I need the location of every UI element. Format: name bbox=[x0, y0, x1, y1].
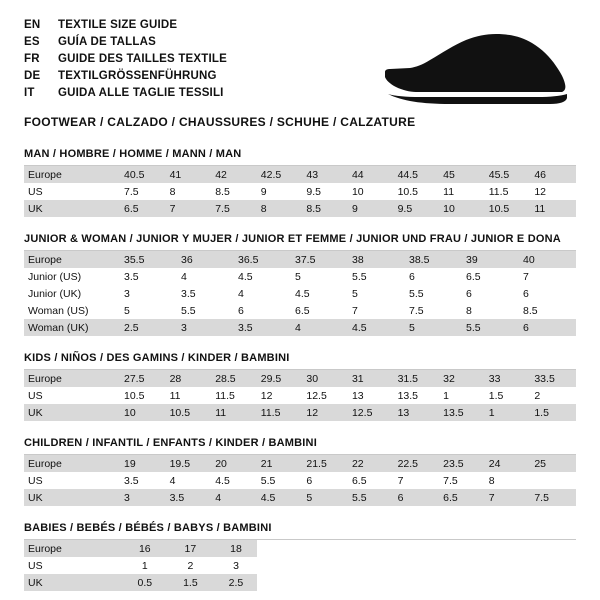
cell: 31 bbox=[348, 370, 394, 387]
cell: 6 bbox=[394, 489, 440, 506]
cell-empty bbox=[348, 574, 394, 591]
cell: 4 bbox=[291, 319, 348, 336]
table-row bbox=[24, 302, 576, 319]
row-label: US bbox=[24, 472, 120, 489]
cell: 1 bbox=[485, 404, 531, 421]
cell: 10.5 bbox=[394, 183, 440, 200]
cell: 6 bbox=[462, 285, 519, 302]
cell: 6.5 bbox=[439, 489, 485, 506]
row-label: Europe bbox=[24, 455, 120, 472]
cell: 9 bbox=[257, 183, 303, 200]
cell: 12.5 bbox=[348, 404, 394, 421]
cell: 7.5 bbox=[211, 200, 257, 217]
cell: 9.5 bbox=[394, 200, 440, 217]
cell: 7.5 bbox=[530, 489, 576, 506]
cell: 36 bbox=[177, 251, 234, 268]
cell: 6 bbox=[519, 285, 576, 302]
cell-empty bbox=[530, 540, 576, 557]
table-row bbox=[24, 574, 576, 591]
cell: 7 bbox=[394, 472, 440, 489]
row-label: Junior (UK) bbox=[24, 285, 120, 302]
cell: 9.5 bbox=[302, 183, 348, 200]
cell: 18 bbox=[211, 540, 257, 557]
cell: 44.5 bbox=[394, 166, 440, 183]
cell: 7 bbox=[485, 489, 531, 506]
row-label: Woman (UK) bbox=[24, 319, 120, 336]
cell-empty bbox=[530, 557, 576, 574]
cell: 1.5 bbox=[166, 574, 212, 591]
language-code: DE bbox=[24, 70, 41, 82]
table-row bbox=[24, 489, 576, 506]
cell: 41 bbox=[166, 166, 212, 183]
cell: 3 bbox=[120, 489, 166, 506]
document-header bbox=[24, 18, 576, 129]
cell: 11 bbox=[530, 200, 576, 217]
table-row bbox=[24, 370, 576, 387]
cell: 3.5 bbox=[120, 268, 177, 285]
cell: 10 bbox=[439, 200, 485, 217]
cell: 7.5 bbox=[405, 302, 462, 319]
section-kids bbox=[24, 352, 576, 421]
size-table-man bbox=[24, 166, 576, 217]
cell: 7 bbox=[519, 268, 576, 285]
cell: 28.5 bbox=[211, 370, 257, 387]
cell: 6 bbox=[405, 268, 462, 285]
language-title: GUIDE DES TAILLES TEXTILE bbox=[58, 53, 227, 65]
cell: 11 bbox=[439, 183, 485, 200]
cell: 19.5 bbox=[166, 455, 212, 472]
cell: 12.5 bbox=[302, 387, 348, 404]
cell: 13.5 bbox=[394, 387, 440, 404]
cell: 4.5 bbox=[234, 268, 291, 285]
cell: 5 bbox=[291, 268, 348, 285]
cell: 42.5 bbox=[257, 166, 303, 183]
cell: 8.5 bbox=[519, 302, 576, 319]
cell: 43 bbox=[302, 166, 348, 183]
language-code: FR bbox=[24, 53, 40, 65]
cell: 8 bbox=[485, 472, 531, 489]
cell: 3.5 bbox=[166, 489, 212, 506]
cell: 11 bbox=[166, 387, 212, 404]
language-title: GUIDA ALLE TAGLIE TESSILI bbox=[58, 87, 224, 99]
cell: 36.5 bbox=[234, 251, 291, 268]
cell: 2 bbox=[530, 387, 576, 404]
cell: 6.5 bbox=[120, 200, 166, 217]
cell: 6 bbox=[234, 302, 291, 319]
section-junior-woman bbox=[24, 233, 576, 336]
cell: 3.5 bbox=[234, 319, 291, 336]
cell-empty bbox=[257, 574, 303, 591]
cell: 7.5 bbox=[439, 472, 485, 489]
cell-empty bbox=[530, 574, 576, 591]
cell: 2 bbox=[166, 557, 212, 574]
cell: 8 bbox=[462, 302, 519, 319]
cell: 31.5 bbox=[394, 370, 440, 387]
cell-empty bbox=[257, 540, 303, 557]
cell: 5.5 bbox=[348, 268, 405, 285]
section-title: MAN / HOMBRE / HOMME / MANN / MAN bbox=[24, 148, 576, 166]
section-title: CHILDREN / INFANTIL / ENFANTS / KINDER / BAMBINI bbox=[24, 437, 576, 455]
cell: 10.5 bbox=[120, 387, 166, 404]
cell: 9 bbox=[348, 200, 394, 217]
cell: 46 bbox=[530, 166, 576, 183]
cell-empty bbox=[257, 557, 303, 574]
cell: 3.5 bbox=[177, 285, 234, 302]
cell: 6.5 bbox=[291, 302, 348, 319]
row-label: Europe bbox=[24, 166, 120, 183]
cell: 45 bbox=[439, 166, 485, 183]
cell: 4 bbox=[166, 472, 212, 489]
cell: 4.5 bbox=[211, 472, 257, 489]
section-babies bbox=[24, 522, 576, 591]
table-row bbox=[24, 455, 576, 472]
cell bbox=[530, 472, 576, 489]
cell: 12 bbox=[257, 387, 303, 404]
table-row bbox=[24, 557, 576, 574]
cell: 6.5 bbox=[462, 268, 519, 285]
cell: 37.5 bbox=[291, 251, 348, 268]
cell: 7 bbox=[166, 200, 212, 217]
row-label: UK bbox=[24, 574, 120, 591]
cell: 30 bbox=[302, 370, 348, 387]
dress-shoe-icon bbox=[380, 32, 570, 110]
cell-empty bbox=[348, 540, 394, 557]
cell: 4.5 bbox=[348, 319, 405, 336]
cell: 5 bbox=[348, 285, 405, 302]
cell-empty bbox=[394, 557, 440, 574]
cell: 3 bbox=[177, 319, 234, 336]
cell-empty bbox=[439, 574, 485, 591]
cell: 7 bbox=[348, 302, 405, 319]
cell-empty bbox=[302, 540, 348, 557]
table-row bbox=[24, 166, 576, 183]
cell: 21.5 bbox=[302, 455, 348, 472]
table-row bbox=[24, 183, 576, 200]
size-table-children bbox=[24, 455, 576, 506]
cell: 4.5 bbox=[291, 285, 348, 302]
row-label: UK bbox=[24, 489, 120, 506]
cell: 13 bbox=[394, 404, 440, 421]
language-code: IT bbox=[24, 87, 35, 99]
cell: 4 bbox=[234, 285, 291, 302]
table-row bbox=[24, 200, 576, 217]
cell: 10.5 bbox=[166, 404, 212, 421]
row-label: US bbox=[24, 183, 120, 200]
size-table-junior-woman bbox=[24, 251, 576, 336]
cell: 5.5 bbox=[348, 489, 394, 506]
row-label: US bbox=[24, 557, 120, 574]
cell-empty bbox=[394, 540, 440, 557]
cell: 17 bbox=[166, 540, 212, 557]
cell: 39 bbox=[462, 251, 519, 268]
cell: 42 bbox=[211, 166, 257, 183]
cell: 6.5 bbox=[348, 472, 394, 489]
cell-empty bbox=[485, 540, 531, 557]
cell: 16 bbox=[120, 540, 166, 557]
cell: 10 bbox=[348, 183, 394, 200]
table-row bbox=[24, 268, 576, 285]
cell: 44 bbox=[348, 166, 394, 183]
cell: 20 bbox=[211, 455, 257, 472]
cell: 10.5 bbox=[485, 200, 531, 217]
section-title: KIDS / NIÑOS / DES GAMINS / KINDER / BAMBINI bbox=[24, 352, 576, 370]
cell: 40 bbox=[519, 251, 576, 268]
cell: 5.5 bbox=[177, 302, 234, 319]
cell: 4 bbox=[177, 268, 234, 285]
cell-empty bbox=[394, 574, 440, 591]
language-title: TEXTILE SIZE GUIDE bbox=[58, 19, 178, 31]
cell: 11.5 bbox=[257, 404, 303, 421]
cell-empty bbox=[485, 574, 531, 591]
cell: 8 bbox=[166, 183, 212, 200]
cell: 25 bbox=[530, 455, 576, 472]
size-table-babies bbox=[24, 540, 576, 591]
cell: 8.5 bbox=[302, 200, 348, 217]
section-man bbox=[24, 148, 576, 217]
cell: 8.5 bbox=[211, 183, 257, 200]
cell: 45.5 bbox=[485, 166, 531, 183]
cell: 6 bbox=[302, 472, 348, 489]
cell: 0.5 bbox=[120, 574, 166, 591]
table-row bbox=[24, 472, 576, 489]
cell: 5.5 bbox=[405, 285, 462, 302]
language-code: ES bbox=[24, 36, 40, 48]
cell: 5 bbox=[405, 319, 462, 336]
cell: 22.5 bbox=[394, 455, 440, 472]
language-code: EN bbox=[24, 19, 41, 31]
cell: 11.5 bbox=[485, 183, 531, 200]
size-table-kids bbox=[24, 370, 576, 421]
cell: 33.5 bbox=[530, 370, 576, 387]
language-row bbox=[24, 18, 576, 33]
row-label: US bbox=[24, 387, 120, 404]
cell: 5 bbox=[120, 302, 177, 319]
cell: 1.5 bbox=[530, 404, 576, 421]
table-row bbox=[24, 387, 576, 404]
cell: 3.5 bbox=[120, 472, 166, 489]
section-title: BABIES / BEBÉS / BÉBÉS / BABYS / BAMBINI bbox=[24, 522, 576, 540]
table-row bbox=[24, 540, 576, 557]
cell: 2.5 bbox=[120, 319, 177, 336]
cell: 35.5 bbox=[120, 251, 177, 268]
cell-empty bbox=[485, 557, 531, 574]
cell: 11 bbox=[211, 404, 257, 421]
section-title: JUNIOR & WOMAN / JUNIOR Y MUJER / JUNIOR ET FEMME / JUNIOR UND FRAU / JUNIOR E DONA bbox=[24, 233, 576, 251]
cell: 1 bbox=[439, 387, 485, 404]
cell: 4 bbox=[211, 489, 257, 506]
row-label: Europe bbox=[24, 370, 120, 387]
cell: 1 bbox=[120, 557, 166, 574]
cell: 8 bbox=[257, 200, 303, 217]
cell: 5 bbox=[302, 489, 348, 506]
cell: 12 bbox=[302, 404, 348, 421]
cell: 24 bbox=[485, 455, 531, 472]
cell: 28 bbox=[166, 370, 212, 387]
language-title: GUÍA DE TALLAS bbox=[58, 36, 156, 48]
cell: 29.5 bbox=[257, 370, 303, 387]
cell: 38.5 bbox=[405, 251, 462, 268]
section-children bbox=[24, 437, 576, 506]
row-label: UK bbox=[24, 200, 120, 217]
table-row bbox=[24, 285, 576, 302]
cell: 40.5 bbox=[120, 166, 166, 183]
row-label: Europe bbox=[24, 540, 120, 557]
language-title: TEXTILGRÖSSENFÜHRUNG bbox=[58, 70, 217, 82]
row-label: Europe bbox=[24, 251, 120, 268]
table-row bbox=[24, 319, 576, 336]
cell: 2.5 bbox=[211, 574, 257, 591]
cell: 22 bbox=[348, 455, 394, 472]
cell: 13.5 bbox=[439, 404, 485, 421]
row-label: Junior (US) bbox=[24, 268, 120, 285]
cell: 12 bbox=[530, 183, 576, 200]
cell: 10 bbox=[120, 404, 166, 421]
cell: 38 bbox=[348, 251, 405, 268]
cell-empty bbox=[439, 557, 485, 574]
cell: 33 bbox=[485, 370, 531, 387]
cell: 5.5 bbox=[462, 319, 519, 336]
cell: 4.5 bbox=[257, 489, 303, 506]
cell: 3 bbox=[211, 557, 257, 574]
table-row bbox=[24, 404, 576, 421]
table-row bbox=[24, 251, 576, 268]
cell: 11.5 bbox=[211, 387, 257, 404]
cell-empty bbox=[302, 557, 348, 574]
row-label: Woman (US) bbox=[24, 302, 120, 319]
cell: 6 bbox=[519, 319, 576, 336]
cell: 27.5 bbox=[120, 370, 166, 387]
cell: 13 bbox=[348, 387, 394, 404]
cell: 23.5 bbox=[439, 455, 485, 472]
cell: 1.5 bbox=[485, 387, 531, 404]
cell: 7.5 bbox=[120, 183, 166, 200]
row-label: UK bbox=[24, 404, 120, 421]
category-line: FOOTWEAR / CALZADO / CHAUSSURES / SCHUHE / CALZATURE bbox=[24, 115, 416, 129]
cell: 32 bbox=[439, 370, 485, 387]
cell-empty bbox=[348, 557, 394, 574]
cell-empty bbox=[302, 574, 348, 591]
cell: 3 bbox=[120, 285, 177, 302]
cell-empty bbox=[439, 540, 485, 557]
cell: 5.5 bbox=[257, 472, 303, 489]
cell: 21 bbox=[257, 455, 303, 472]
cell: 19 bbox=[120, 455, 166, 472]
